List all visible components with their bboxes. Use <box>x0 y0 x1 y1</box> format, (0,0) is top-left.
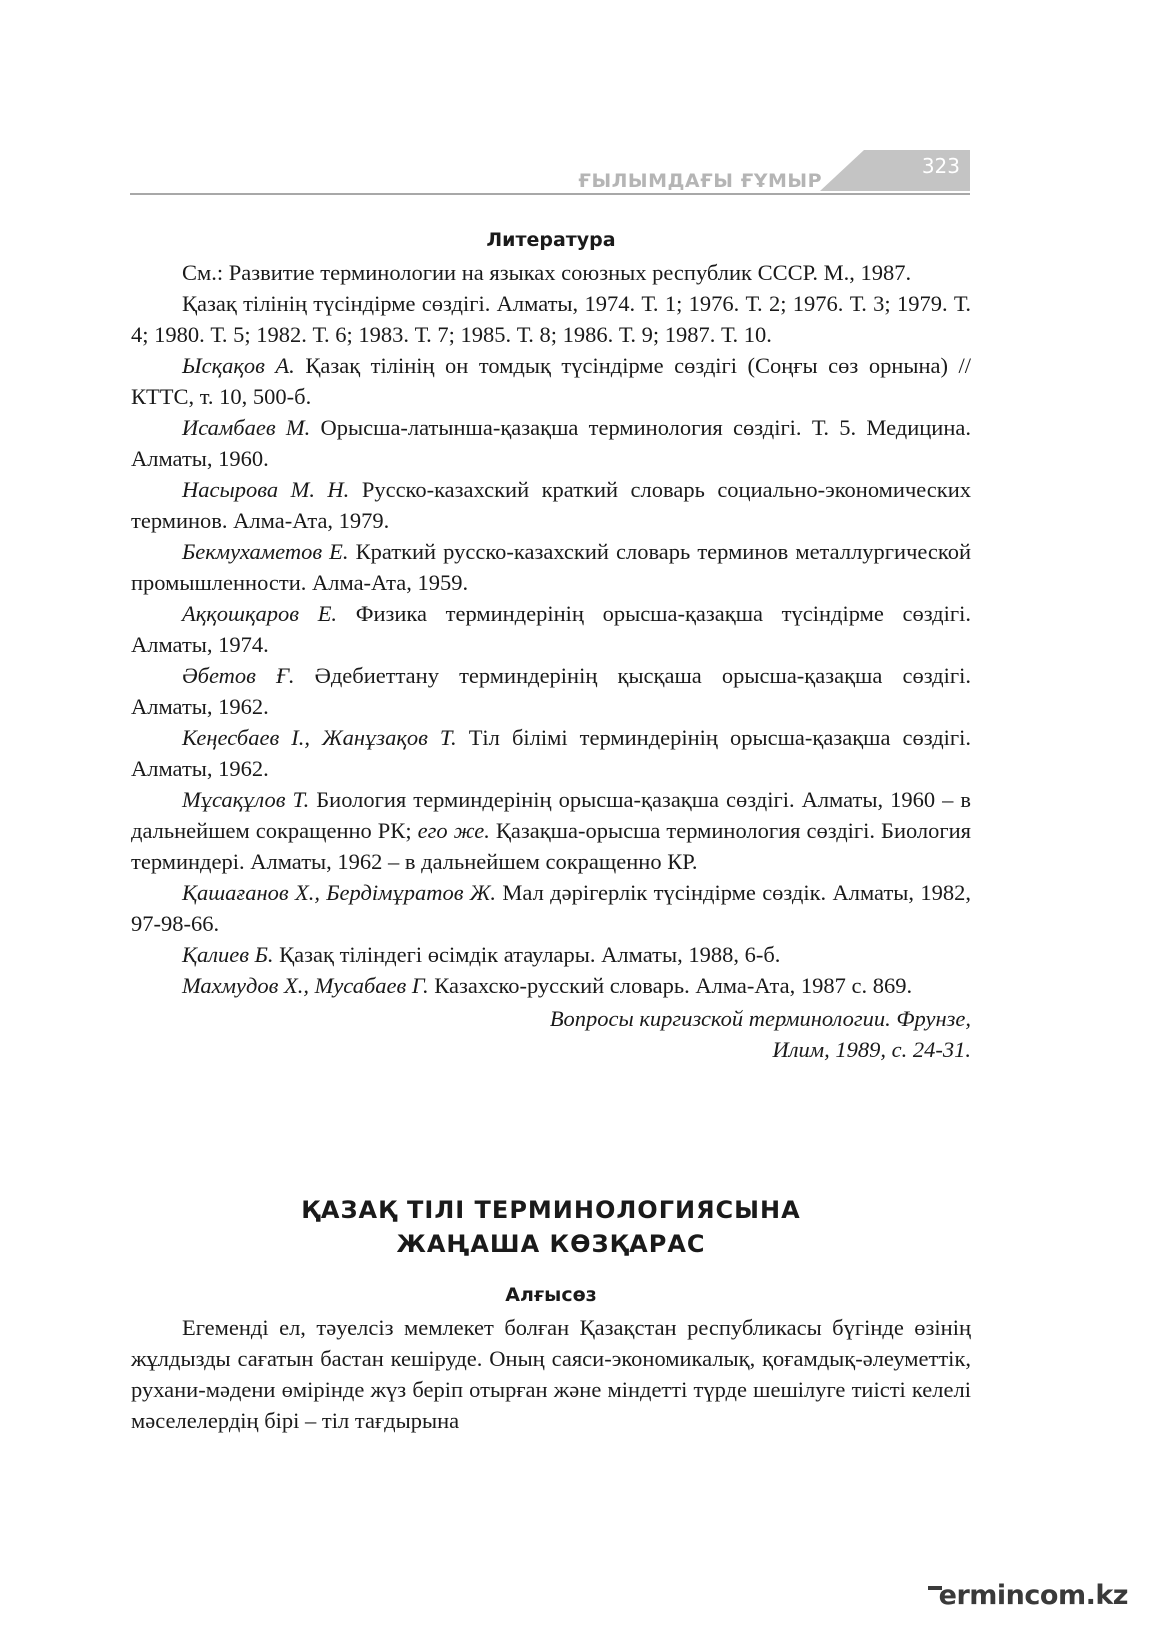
reference-author: Қашағанов Х., Бердімұратов Ж. <box>182 880 497 905</box>
running-header <box>130 150 970 195</box>
reference-text: Орысша-латынша-қазақша терминология сөздігі. Т. 5. Медицина. Алматы, 1960. <box>131 415 972 471</box>
page-number: 323 <box>921 154 960 178</box>
literature-heading: Литература <box>486 229 616 251</box>
foreword-heading: Алғысөз <box>505 1284 597 1306</box>
source-citation <box>131 1003 971 1065</box>
reference-author: Қалиев Б. <box>182 942 274 967</box>
reference-text: Қазақ тілінің он томдық түсіндірме сөздігі (Соңғы сөз орнына) // КТТС, т. 10, 500-б. <box>131 353 972 409</box>
reference-item <box>131 939 971 970</box>
reference-author: Махмудов Х., Мусабаев Г. <box>182 973 429 998</box>
reference-text: Қазақша-орысша терминология сөздігі. Биология терминдері. Алматы, 1962 – в дальнейшем сокращенно КР. <box>131 818 972 874</box>
reference-text: Қазақ тіліндегі өсімдік атаулары. Алматы, 1988, 6-б. <box>279 942 781 967</box>
header-rule <box>130 193 970 195</box>
reference-item <box>131 970 971 1001</box>
running-title: ҒЫЛЫМДАҒЫ ҒҰМЫР <box>578 170 822 192</box>
reference-text: Казахско-русский словарь. Алма-Ата, 1987 с. 869. <box>434 973 913 998</box>
reference-text: Тіл білімі терминдерінің орысша-қазақша сөздігі. Алматы, 1962. <box>131 725 971 781</box>
reference-item <box>131 784 971 877</box>
reference-item <box>131 474 971 536</box>
source-line: Илим, 1989, с. 24-31. <box>772 1037 971 1062</box>
body-paragraph: Егеменді ел, тәуелсіз мемлекет болған Қазақстан республикасы бүгінде өзінің жұлдызды сағатын бастан кешіруде. Оның саяси-экономикалық, қоғамдық-әлеуметтік, рухани-мәдени өмірінде жүз беріп отырған және міндетті түрде шешілуге тиісті келелі мәселелердің бірі – тіл тағдырына <box>131 1315 971 1433</box>
reference-text: Биология терминдерінің орысша-қазақша сөздігі. Алматы, 1960 – в дальнейшем сокращенно РК; <box>131 787 971 843</box>
termincom-logo <box>928 1580 1128 1611</box>
reference-author: Кеңесбаев І., Жанұзақов Т. <box>182 725 457 750</box>
reference-author: Исамбаев М. <box>182 415 311 440</box>
reference-item <box>131 722 971 784</box>
reference-item <box>131 257 971 288</box>
article-title <box>131 1193 971 1261</box>
reference-author: Әбетов Ғ. <box>182 663 295 688</box>
reference-item <box>131 412 971 474</box>
literature-section <box>131 225 971 1065</box>
reference-item <box>131 536 971 598</box>
reference-author: его же. <box>417 818 490 843</box>
reference-item <box>131 660 971 722</box>
article-title-line: ЖАҢАША КӨЗҚАРАС <box>396 1230 706 1258</box>
foreword-section <box>131 1280 971 1436</box>
reference-text: См.: Развитие терминологии на языках союзных республик СССР. М., 1987. <box>182 260 912 285</box>
reference-text: Әдебиеттану терминдерінің қысқаша орысша-қазақша сөздігі. Алматы, 1962. <box>131 663 971 719</box>
reference-author: Аққошқаров Е. <box>182 601 338 626</box>
logo-text: m.kz <box>1057 1580 1128 1611</box>
reference-text: Краткий русско-казахский словарь терминов металлургической промышленности. Алма-Ата, 1959. <box>131 539 971 595</box>
reference-item <box>131 598 971 660</box>
source-line: Вопросы киргизской терминологии. Фрунзе, <box>549 1006 971 1031</box>
article-title-line: ҚАЗАҚ ТІЛІ ТЕРМИНОЛОГИЯСЫНА <box>301 1196 801 1224</box>
reference-text: Физика терминдерінің орысша-қазақша түсіндірме сөздігі. Алматы, 1974. <box>131 601 971 657</box>
reference-text: Мал дәрігерлік түсіндірме сөздік. Алматы, 1982, 97-98-66. <box>131 880 971 936</box>
reference-author: Ысқақов А. <box>182 353 295 378</box>
reference-author: Мұсақұлов Т. <box>182 787 310 812</box>
reference-item <box>131 350 971 412</box>
reference-author: Бекмухаметов Е. <box>182 539 349 564</box>
reference-item <box>131 877 971 939</box>
reference-text: Русско-казахский краткий словарь социально-экономических терминов. Алма-Ата, 1979. <box>131 477 972 533</box>
reference-text: Қазақ тілінің түсіндірме сөздігі. Алматы, 1974. Т. 1; 1976. Т. 2; 1976. Т. 3; 1979. Т. 4; 1980. Т. 5; 1982. Т. 6; 1983. Т. 7; 1985. Т. 8; 1986. Т. 9; 1987. Т. 10. <box>131 291 971 347</box>
reference-author: Насырова М. Н. <box>182 477 350 502</box>
reference-item <box>131 288 971 350</box>
logo-text: ermincо <box>938 1580 1058 1611</box>
